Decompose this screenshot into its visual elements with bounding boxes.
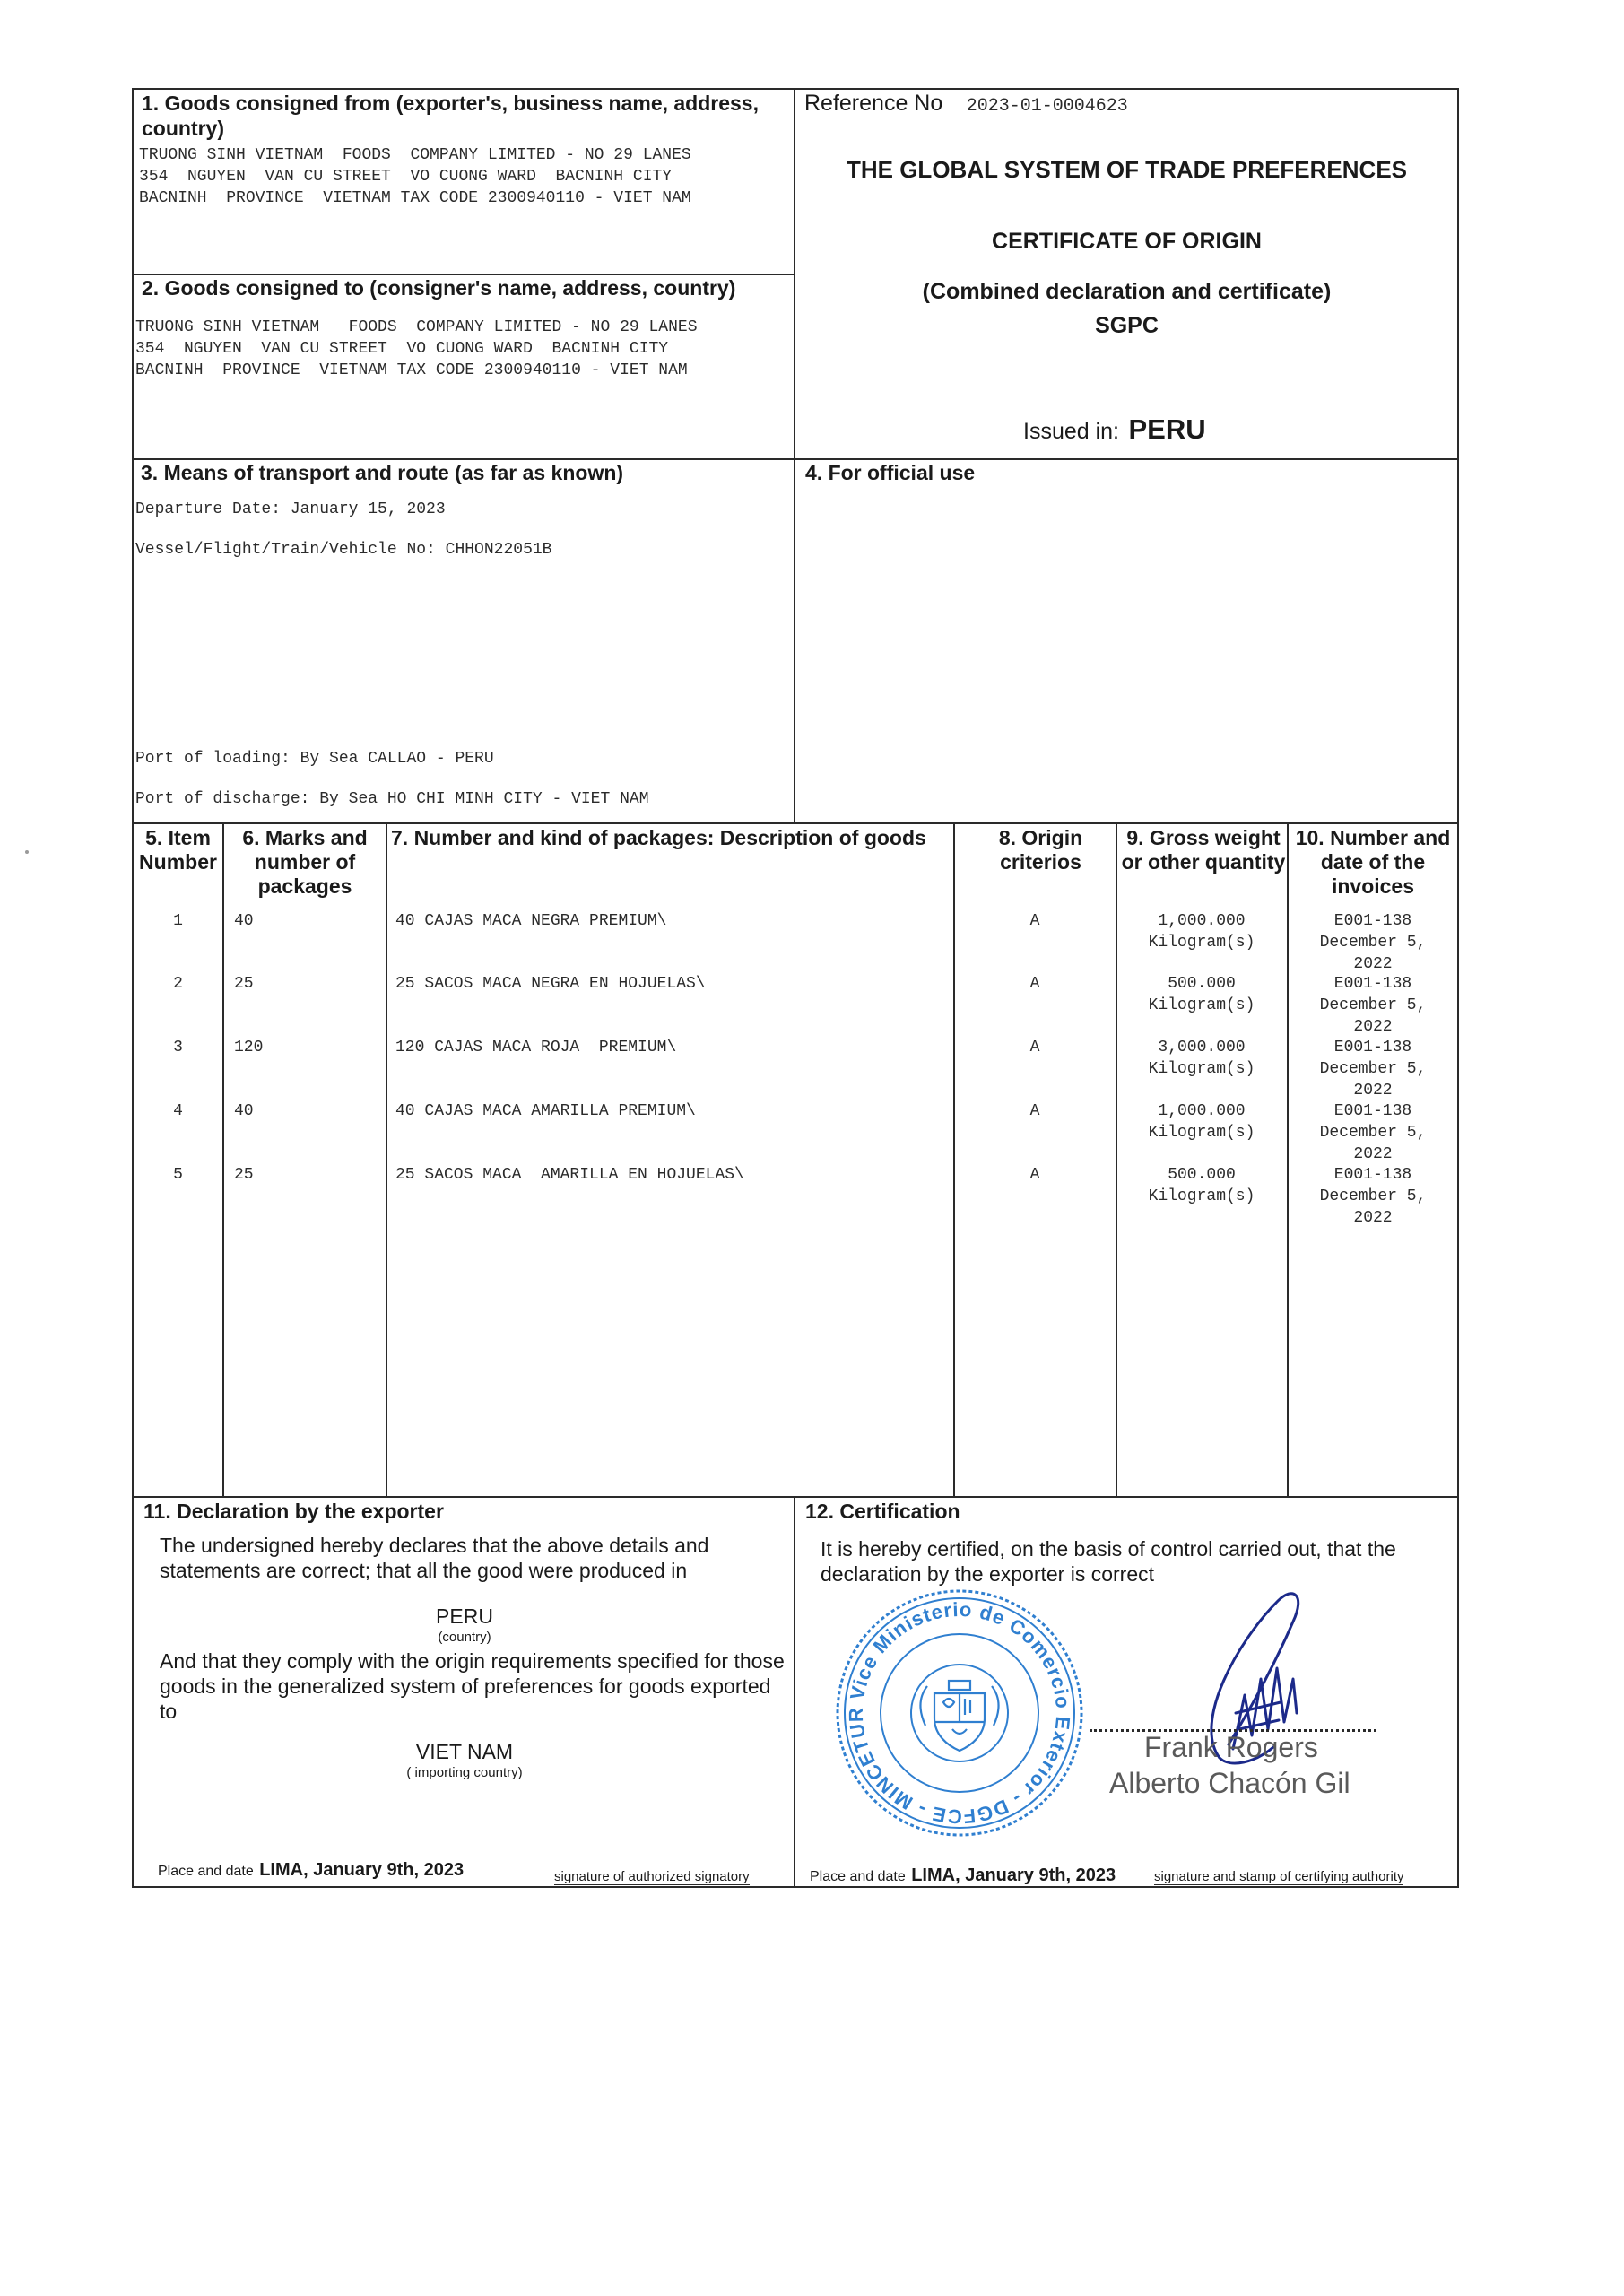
issued-in [1023,413,1206,446]
box3-heading: 3. Means of transport and route (as far as known) [141,461,624,484]
column-weight: 9. Gross weight or other quantity [1121,826,1286,874]
signer-name-2: Alberto Chacón Gil [1109,1767,1350,1799]
item-marks: 120 [234,1039,264,1057]
authority-place-date [810,1866,1116,1886]
column-marks: 6. Marks and number of packages [242,826,368,898]
authority-place-label: Place and date [810,1869,906,1884]
item-marks: 40 [234,1102,254,1120]
combined-subtitle: (Combined declaration and certificate) [922,279,1332,304]
reference-label: Reference No [804,91,943,116]
item-number: 3 [173,1039,183,1057]
item-number: 4 [173,1102,183,1120]
item-number: 1 [173,912,183,930]
authority-place-value: LIMA, January 9th, 2023 [911,1866,1116,1885]
item-unit: Kilogram(s) [1148,996,1255,1014]
consignee-line-2: 354 NGUYEN VAN CU STREET VO CUONG WARD BACNINH CITY [135,340,669,358]
certificate-title: CERTIFICATE OF ORIGIN [992,229,1262,254]
declaration-text: The undersigned hereby declares that the above details and statements are correct; that all the good were produced in [160,1534,709,1582]
box1-heading: 1. Goods consigned from (exporter's, business name, address, country) [142,91,759,140]
signer-name-1: Frank Rogers [1144,1731,1318,1763]
item-marks: 25 [234,975,254,993]
item-origin: A [1029,1166,1040,1184]
importing-country: VIET NAM [415,1740,514,1763]
item-invoice-date: December 5, [1319,934,1427,952]
exporter-line-2: 354 NGUYEN VAN CU STREET VO CUONG WARD BACNINH CITY [139,168,673,186]
item-quantity: 1,000.000 [1158,1102,1246,1120]
box11-heading: 11. Declaration by the exporter [143,1500,444,1523]
system-title: THE GLOBAL SYSTEM OF TRADE PREFERENCES [846,156,1407,183]
importing-country-caption: ( importing country) [406,1765,523,1780]
item-invoice-year: 2022 [1353,955,1393,973]
consignee-line-3: BACNINH PROVINCE VIETNAM TAX CODE 2300940110 - VIET NAM [135,361,688,379]
item-origin: A [1029,912,1040,930]
item-unit: Kilogram(s) [1148,1187,1255,1205]
item-quantity: 500.000 [1168,975,1236,993]
item-description: 40 CAJAS MACA NEGRA PREMIUM\ [395,912,667,930]
compliance-text: And that they comply with the origin requirements specified for those goods in the generalized system of preferences for goods exported to [160,1649,785,1723]
box12-heading: 12. Certification [805,1500,960,1523]
exporter-line-1: TRUONG SINH VIETNAM FOODS COMPANY LIMITED - NO 29 LANES [139,146,691,164]
column-item-number: 5. Item Number [139,826,217,874]
item-invoice-year: 2022 [1353,1209,1393,1227]
departure-date: Departure Date: January 15, 2023 [135,500,446,518]
item-invoice-date: December 5, [1319,1124,1427,1142]
origin-country-caption: (country) [438,1630,491,1645]
item-description: 25 SACOS MACA NEGRA EN HOJUELAS\ [395,975,706,993]
official-stamp [834,1587,1085,1839]
certification-text: It is hereby certified, on the basis of control carried out, that the declaration by the exporter is correct [821,1537,1396,1586]
item-invoice-year: 2022 [1353,1018,1393,1036]
item-unit: Kilogram(s) [1148,1124,1255,1142]
column-invoices: 10. Number and date of the invoices [1295,826,1451,898]
item-marks: 40 [234,912,254,930]
reference-number: 2023-01-0004623 [966,96,1128,117]
item-description: 25 SACOS MACA AMARILLA EN HOJUELAS\ [395,1166,744,1184]
sgpc-code: SGPC [1095,313,1159,338]
stamp-seal-icon [834,1587,1085,1839]
item-invoice-year: 2022 [1353,1082,1393,1100]
box2-heading: 2. Goods consigned to (consigner's name, address, country) [142,276,736,300]
item-invoice-date: December 5, [1319,1060,1427,1078]
item-invoice: E001-138 [1333,1102,1412,1120]
item-invoice: E001-138 [1333,975,1412,993]
column-origin: 8. Origin criterios [998,826,1083,874]
item-invoice-year: 2022 [1353,1145,1393,1163]
item-number: 2 [173,975,183,993]
authority-signature-label: signature and stamp of certifying authority [1154,1869,1404,1884]
item-unit: Kilogram(s) [1148,1060,1255,1078]
item-invoice-date: December 5, [1319,1187,1427,1205]
exporter-place-label: Place and date [158,1864,254,1879]
item-invoice: E001-138 [1333,912,1412,930]
port-of-loading: Port of loading: By Sea CALLAO - PERU [135,750,494,768]
issued-in-label: Issued in: [1023,419,1120,444]
column-description: 7. Number and kind of packages: Description of goods [391,826,926,849]
item-description: 40 CAJAS MACA AMARILLA PREMIUM\ [395,1102,696,1120]
item-quantity: 3,000.000 [1158,1039,1246,1057]
exporter-place-date [158,1860,464,1881]
exporter-place-value: LIMA, January 9th, 2023 [259,1860,465,1880]
svg-text:Vice Ministerio de Comercio Ex: Vice Ministerio de Comercio Exterior - DGFCE - MINCETUR [844,1597,1075,1829]
item-unit: Kilogram(s) [1148,934,1255,952]
item-quantity: 500.000 [1168,1166,1236,1184]
item-invoice-date: December 5, [1319,996,1427,1014]
scan-mark [25,850,29,854]
consignee-line-1: TRUONG SINH VIETNAM FOODS COMPANY LIMITED - NO 29 LANES [135,318,698,336]
item-origin: A [1029,1102,1040,1120]
reference-row [804,91,1128,117]
exporter-line-3: BACNINH PROVINCE VIETNAM TAX CODE 2300940110 - VIET NAM [139,189,691,207]
item-origin: A [1029,1039,1040,1057]
issued-in-country: PERU [1128,413,1206,445]
item-quantity: 1,000.000 [1158,912,1246,930]
item-marks: 25 [234,1166,254,1184]
item-description: 120 CAJAS MACA ROJA PREMIUM\ [395,1039,677,1057]
box4-heading: 4. For official use [805,461,976,484]
item-invoice: E001-138 [1333,1039,1412,1057]
port-of-discharge: Port of discharge: By Sea HO CHI MINH CITY - VIET NAM [135,790,649,808]
origin-country: PERU [436,1605,493,1628]
vessel-number: Vessel/Flight/Train/Vehicle No: CHHON22051B [135,541,552,559]
exporter-signature-label: signature of authorized signatory [554,1869,750,1884]
item-invoice: E001-138 [1333,1166,1412,1184]
item-origin: A [1029,975,1040,993]
item-number: 5 [173,1166,183,1184]
